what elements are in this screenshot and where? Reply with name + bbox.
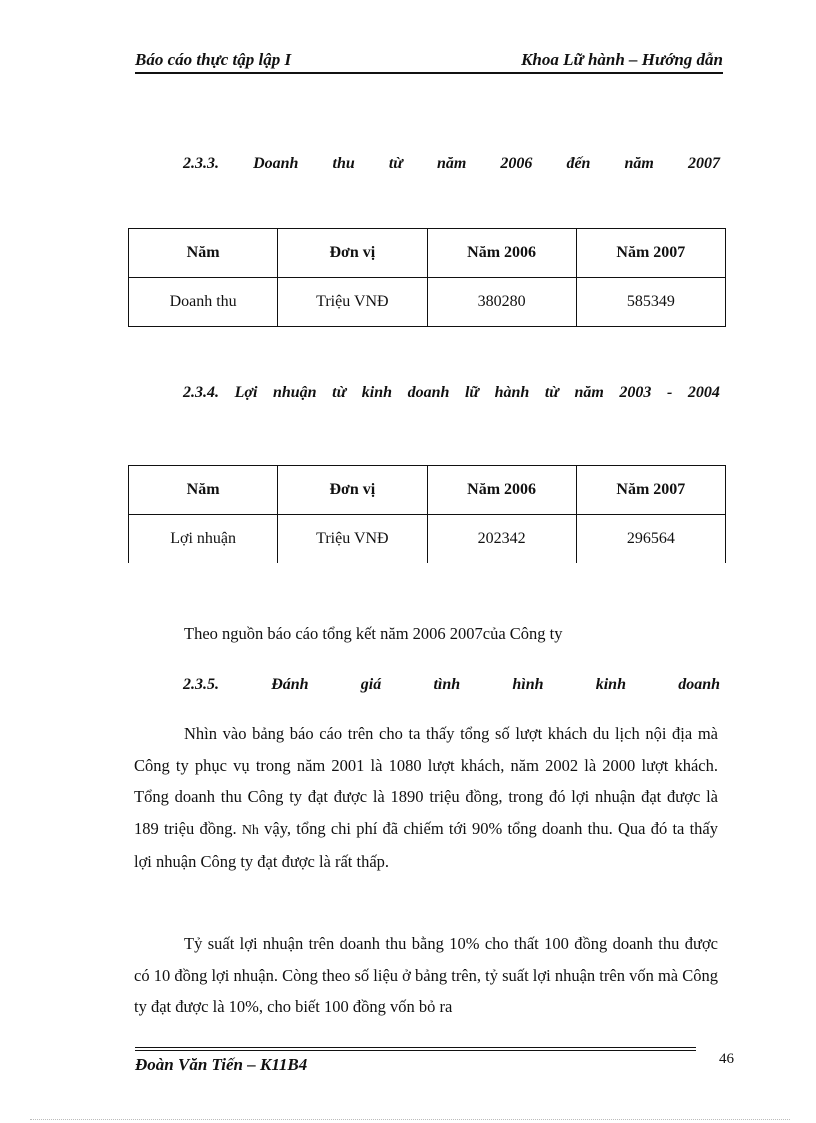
heading-word: năm: [574, 384, 604, 401]
paragraph-analysis: [134, 718, 718, 878]
table-header-cell: Đơn vị: [278, 466, 427, 515]
heading-word: Lợi: [234, 384, 258, 401]
heading-word: 2.3.5.: [183, 676, 219, 693]
paragraph-text: Nhìn vào bảng báo cáo trên cho ta thấy tổng số lượt khách du lịch nội địa mà Công ty phục vụ trong năm 2001 là 1080 lượt khách, năm 2002 là 2000 lượt khách. Tổng doanh thu Công ty đạt được là 1890 triệu đồng, trong đó lợi nhuận đạt được là 189 triệu đồng.: [134, 724, 718, 838]
table-cell: Lợi nhuận: [129, 515, 278, 564]
heading-word: thu: [332, 155, 355, 172]
heading-word: năm: [436, 155, 467, 172]
heading-word: Đánh: [271, 676, 309, 693]
paragraph-ratio: [134, 928, 718, 1023]
heading-word: lữ: [464, 384, 479, 401]
section-heading-235: [183, 676, 720, 694]
page-number: 46: [719, 1051, 734, 1067]
heading-word: kinh: [361, 384, 392, 401]
heading-word: 2004: [687, 384, 720, 401]
heading-word: tình: [433, 676, 461, 693]
heading-word: doanh: [407, 384, 450, 401]
table-header-cell: Năm 2006: [427, 229, 576, 278]
revenue-table: [128, 228, 726, 327]
heading-word: đến: [566, 155, 591, 172]
heading-word: hình: [512, 676, 544, 693]
table-cell: Triệu VNĐ: [278, 515, 427, 564]
table-header-row: [129, 466, 726, 515]
heading-word: giá: [360, 676, 382, 693]
footer-author: Đoàn Văn Tiến – K11B4: [135, 1055, 308, 1074]
table-header-cell: Đơn vị: [278, 229, 427, 278]
table-row: [129, 278, 726, 327]
heading-word: 2.3.4.: [183, 384, 219, 401]
footer-divider: [135, 1050, 696, 1051]
heading-word: nhuận: [272, 384, 317, 401]
table-header-cell: Năm: [129, 466, 278, 515]
table-cell: Triệu VNĐ: [278, 278, 427, 327]
section-heading-233: [183, 155, 720, 173]
heading-word: 2003: [619, 384, 652, 401]
table-cell: 380280: [427, 278, 576, 327]
heading-word: 2006: [500, 155, 533, 172]
table-header-cell: Năm 2007: [576, 229, 725, 278]
heading-word: 2007: [687, 155, 720, 172]
table-header-cell: Năm: [129, 229, 278, 278]
heading-word: -: [666, 384, 673, 401]
page-edge: [30, 1119, 790, 1120]
heading-word: Doanh: [253, 155, 299, 172]
heading-word: từ: [544, 384, 559, 401]
header-left: Báo cáo thực tập lập I: [135, 50, 292, 69]
heading-word: từ: [388, 155, 403, 172]
table-header-cell: Năm 2007: [576, 466, 725, 515]
paragraph-fragment: Nh: [241, 822, 259, 838]
heading-word: 2.3.3.: [183, 155, 219, 172]
heading-word: hành: [494, 384, 530, 401]
table-cell: Doanh thu: [129, 278, 278, 327]
table-header-cell: Năm 2006: [427, 466, 576, 515]
page-header: [135, 48, 723, 74]
footer-divider: [135, 1047, 696, 1048]
header-right: Khoa Lữ hành – Hướng dẫn: [521, 50, 723, 69]
table-row: [129, 515, 726, 564]
section-heading-234: [183, 384, 720, 402]
table-cell: 585349: [576, 278, 725, 327]
table-cell: 296564: [576, 515, 725, 564]
table-cell: 202342: [427, 515, 576, 564]
heading-word: kinh: [595, 676, 626, 693]
paragraph-text: vậy, tổng chi phí đã chiếm tới 90% tổng doanh thu. Qua đó ta thấy lợi nhuận Công ty đạt được là rất thấp.: [134, 818, 719, 871]
heading-word: năm: [624, 155, 654, 172]
paragraph-text: Tỷ suất lợi nhuận trên doanh thu bằng 10% cho thất 100 đồng doanh thu được có 10 đồng lợi nhuận. Còng theo số liệu ở bảng trên, tỷ suất lợi nhuận trên vốn mà Công ty đạt được là 10%, cho biết 100 đồng vốn bỏ ra: [134, 934, 718, 1016]
profit-table: [128, 465, 726, 563]
heading-word: doanh: [678, 676, 720, 693]
source-note: Theo nguồn báo cáo tổng kết năm 2006 2007của Công ty: [184, 624, 563, 643]
heading-word: từ: [332, 384, 347, 401]
table-header-row: [129, 229, 726, 278]
